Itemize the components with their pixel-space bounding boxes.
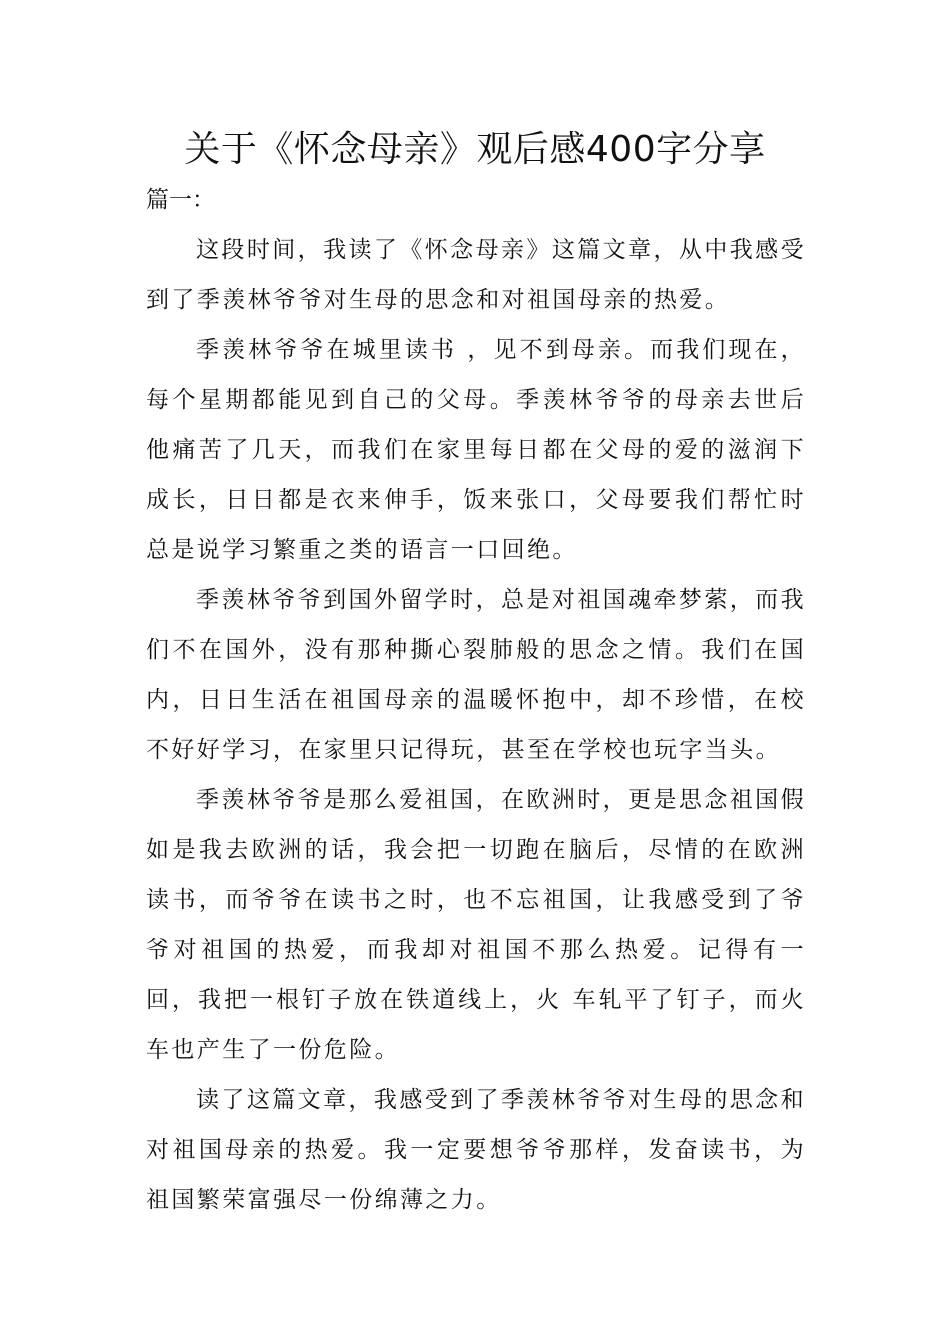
paragraph: 这段时间，我读了《怀念母亲》这篇文章，从中我感受到了季羡林爷爷对生母的思念和对祖国母亲的热爱。 bbox=[146, 237, 806, 313]
section-label: 篇一： bbox=[146, 187, 215, 213]
paragraph: 读了这篇文章，我感受到了季羡林爷爷对生母的思念和对祖国母亲的热爱。我一定要想爷爷那样，发奋读书，为祖国繁荣富强尽一份绵薄之力。 bbox=[146, 1087, 806, 1213]
paragraph: 季羡林爷爷到国外留学时，总是对祖国魂牵梦萦，而我们不在国外，没有那种撕心裂肺般的思念之情。我们在国内，日日生活在祖国母亲的温暖怀抱中，却不珍惜，在校不好好学习，在家里只记得玩，甚至在学校也玩字当头。 bbox=[146, 587, 806, 763]
document-title: 关于《怀念母亲》观后感400字分享 bbox=[184, 129, 766, 170]
paragraph: 季羡林爷爷是那么爱祖国，在欧洲时，更是思念祖国假如是我去欧洲的话，我会把一切跑在脑后，尽情的在欧洲读书，而爷爷在读书之时，也不忘祖国，让我感受到了爷爷对祖国的热爱，而我却对祖国不那么热爱。记得有一回，我把一根钉子放在铁道线上，火 车轧平了钉子，而火车也产生了一份危险。 bbox=[146, 787, 806, 1063]
document-body bbox=[146, 225, 806, 1225]
paragraph: 季羡林爷爷在城里读书 ，见不到母亲。而我们现在，每个星期都能见到自己的父母。季羡林爷爷的母亲去世后他痛苦了几天，而我们在家里每日都在父母的爱的滋润下成长，日日都是衣来伸手，饭来张口，父母要我们帮忙时总是说学习繁重之类的语言一口回绝。 bbox=[146, 337, 806, 563]
